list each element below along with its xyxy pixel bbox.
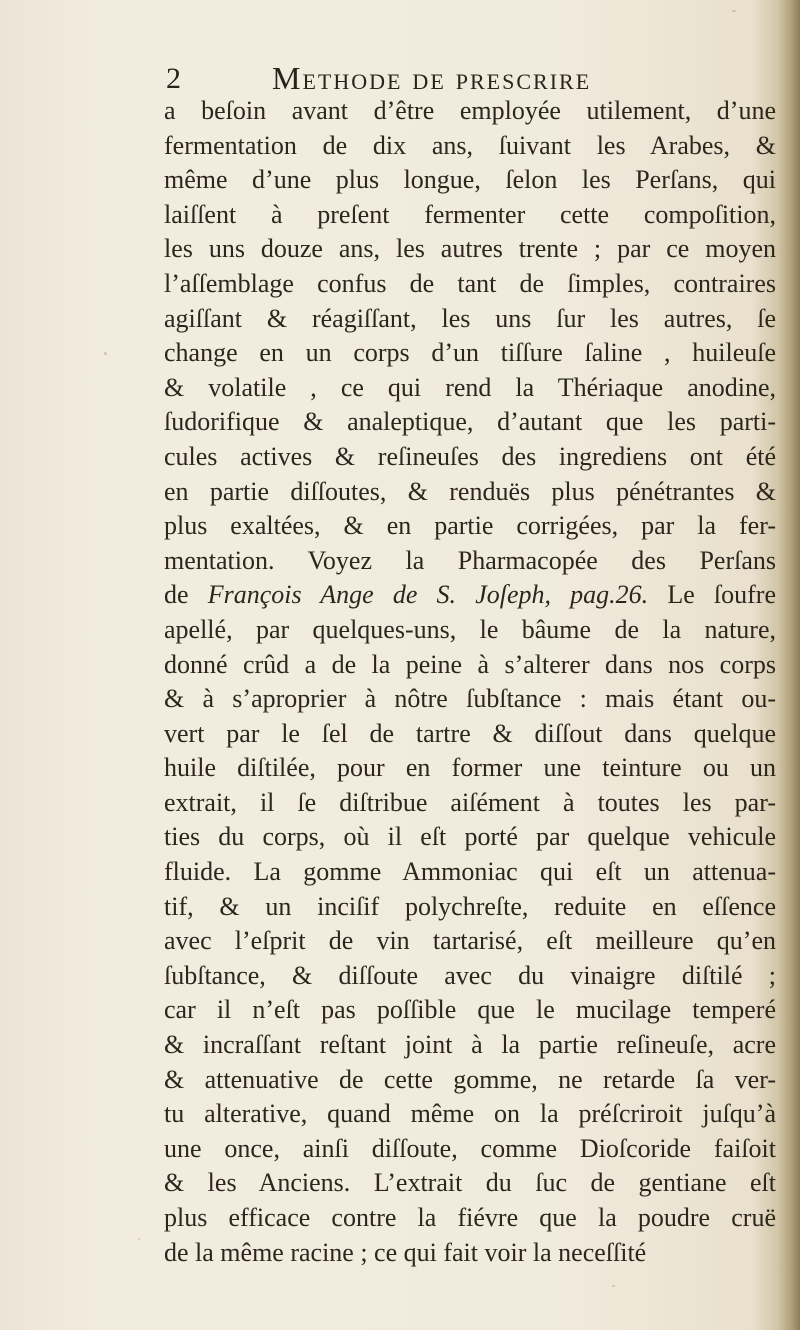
paper-speck <box>732 10 736 12</box>
text-line: de la même racine ; ce qui fait voir la neceſſité <box>164 1237 647 1267</box>
text-line: a beſoin avant d’être employée utilement, d’une <box>164 96 776 125</box>
text-line: vert par le ſel de tartre & diſſout dans quelque <box>164 718 776 748</box>
text-line: les uns douze ans, les autres trente ; par ce moyen <box>164 234 776 264</box>
paper-speck <box>104 352 107 355</box>
text-line: car il n’eſt pas poſſible que le mucilage temperé <box>164 995 776 1025</box>
text-line: & les Anciens. L’extrait du ſuc de gentiane eſt <box>164 1168 776 1198</box>
page-edge-shadow <box>778 0 800 1330</box>
text-line: en partie diſſoutes, & renduës plus pénétrantes & <box>164 476 776 506</box>
text-line: & incraſſant reſtant joint à la partie reſineuſe, acre <box>164 1030 776 1060</box>
paper-speck <box>138 1238 140 1240</box>
text-line: & à s’aproprier à nôtre ſubſtance : mais étant ou- <box>164 684 776 714</box>
text-line: extrait, il ſe diſtribue aiſément à toutes les par- <box>164 787 776 817</box>
text-line: plus efficace contre la fiévre que la poudre cruë <box>164 1203 776 1232</box>
text-line: ſudorifique & analeptique, d’autant que les parti- <box>164 407 776 437</box>
running-title: Methode de prescrire <box>272 60 592 96</box>
text-line-citation <box>164 578 776 613</box>
text-line: même d’une plus longue, ſelon les Perſans, qui <box>164 165 776 195</box>
text-line: ſubſtance, & diſſoute avec du vinaigre diſtilé ; <box>164 960 776 990</box>
text-line: l’aſſemblage confus de tant de ſimples, contraires <box>164 268 776 298</box>
text-line: tu alterative, quand même on la préſcriroit juſqu’à <box>164 1099 776 1129</box>
text-line: change en un corps d’un tiſſure ſaline , huileuſe <box>164 338 776 368</box>
text-line: laiſſent à preſent fermenter cette compoſition, <box>164 199 776 229</box>
citation-suffix: Le ſoufre <box>648 580 776 610</box>
page-number: 2 <box>166 62 181 95</box>
text-line: fermentation de dix ans, ſuivant les Arabes, & <box>164 130 776 160</box>
text-line: plus exaltées, & en partie corrigées, par la fer- <box>164 511 776 541</box>
text-line: avec l’eſprit de vin tartarisé, eſt meilleure qu’en <box>164 926 776 956</box>
body-text <box>164 94 776 1270</box>
text-line: agiſſant & réagiſſant, les uns ſur les autres, ſe <box>164 303 776 333</box>
text-line: & volatile , ce qui rend la Thériaque anodine, <box>164 372 776 402</box>
text-line: ties du corps, où il eſt porté par quelque vehicule <box>164 822 776 852</box>
text-line: fluide. La gomme Ammoniac qui eſt un attenua- <box>164 857 776 887</box>
text-line: mentation. Voyez la Pharmacopée des Perſans <box>164 545 776 575</box>
text-line: cules actives & reſineuſes des ingrediens ont été <box>164 441 776 471</box>
text-line: tif, & un inciſif polychreſte, reduite en eſſence <box>164 891 776 921</box>
text-line: huile diſtilée, pour en former une teinture ou un <box>164 753 776 783</box>
text-line: & attenuative de cette gomme, ne retarde ſa ver- <box>164 1064 776 1094</box>
text-line: une once, ainſi diſſoute, comme Dioſcoride faiſoit <box>164 1133 776 1163</box>
citation-prefix: de <box>164 580 208 610</box>
citation-italic: François Ange de S. Joſeph, pag.26. <box>207 580 649 610</box>
text-line: donné crûd a de la peine à s’alterer dans nos corps <box>164 649 776 679</box>
text-line: apellé, par quelques-uns, le bâume de la nature, <box>164 614 776 644</box>
paper-speck <box>612 1285 615 1287</box>
page-header <box>160 58 780 98</box>
